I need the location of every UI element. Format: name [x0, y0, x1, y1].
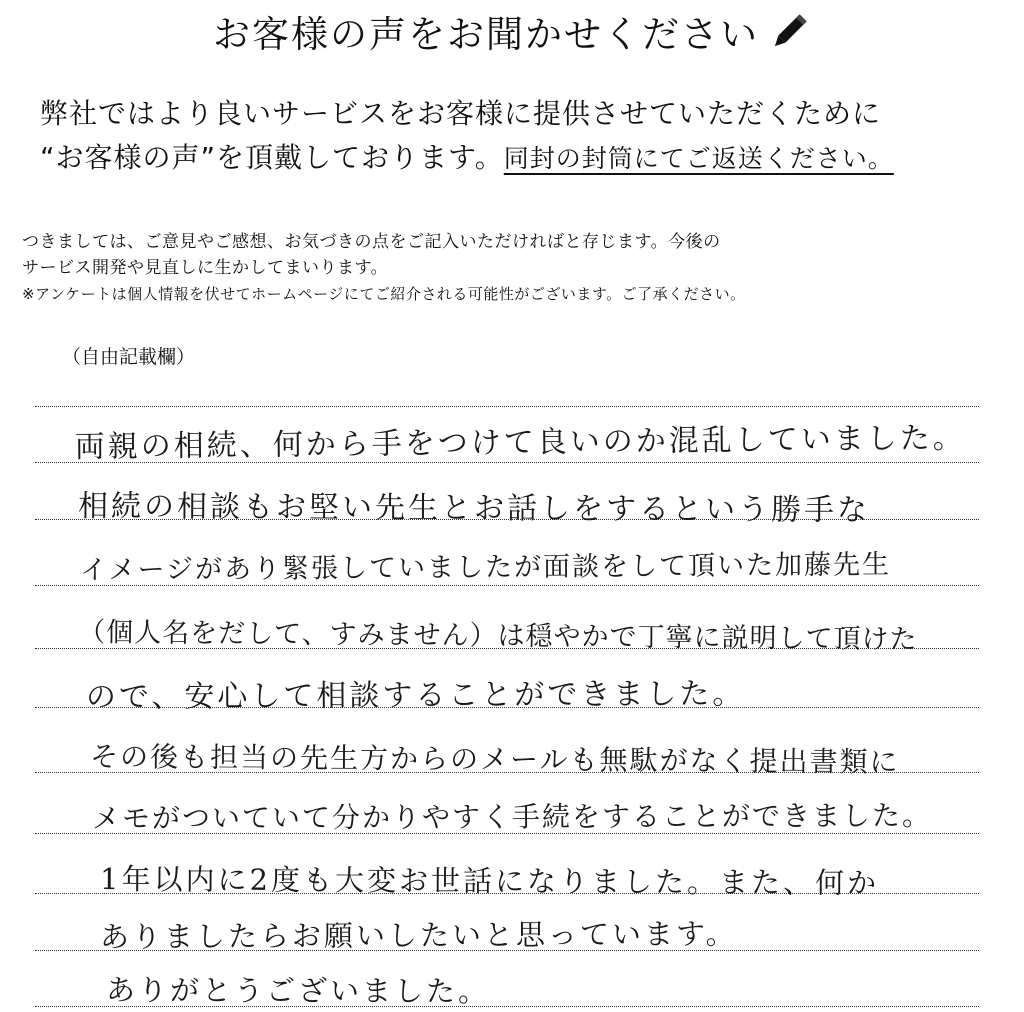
intro-line-1: 弊社ではより良いサービスをお客様に提供させていただくために: [40, 97, 882, 130]
intro-text: [40, 92, 1000, 181]
intro-line-2: [40, 136, 1000, 181]
comment-line-4: （個人名をだして、すみません）は穏やかで丁寧に説明して頂けた: [78, 617, 918, 656]
note-line-1: つきましては、ご意見やご感想、お気づきの点をご記入いただければと存じます。今後の: [22, 232, 721, 252]
comment-line-1: 両親の相続、何から手をつけて良いのか混乱していました。: [74, 420, 966, 466]
comment-line-8: 1年以内に2度も大変お世話になりました。また、何か: [100, 862, 880, 901]
notes: [22, 229, 1012, 307]
ruled-line: [35, 406, 979, 407]
page-title: [0, 4, 1024, 63]
page-title-text: お客様の声をお聞かせください: [213, 13, 759, 56]
free-section-label: （自由記載欄）: [62, 346, 196, 368]
pencil-icon: [767, 10, 811, 63]
return-instruction: 同封の封筒にてご返送ください。: [503, 144, 894, 173]
comment-line-7: メモがついていて分かりやすく手続をすることができました。: [91, 799, 933, 835]
comment-line-5: ので、安心して相談することができました。: [85, 676, 746, 715]
comment-line-2: 相続の相談もお堅い先生とお話しをするという勝手な: [78, 489, 871, 529]
comment-line-6: その後も担当の先生方からのメールも無駄がなく提出書類に: [90, 740, 900, 779]
comment-line-9: ありましたらお願いしたいと思っています。: [99, 916, 738, 954]
note-line-2: サービス開発や見直しに生かしてまいります。: [22, 258, 389, 278]
comment-line-3: イメージがあり緊張していましたが面談をして頂いた加藤先生: [79, 549, 892, 586]
intro-line-2-main: “お客様の声”を頂戴しております。: [40, 141, 504, 174]
comment-line-10: ありがとうございました。: [106, 973, 491, 1009]
privacy-note: ※アンケートは個人情報を伏せてホームページにてご紹介される可能性がございます。ご了承ください。: [22, 285, 746, 303]
